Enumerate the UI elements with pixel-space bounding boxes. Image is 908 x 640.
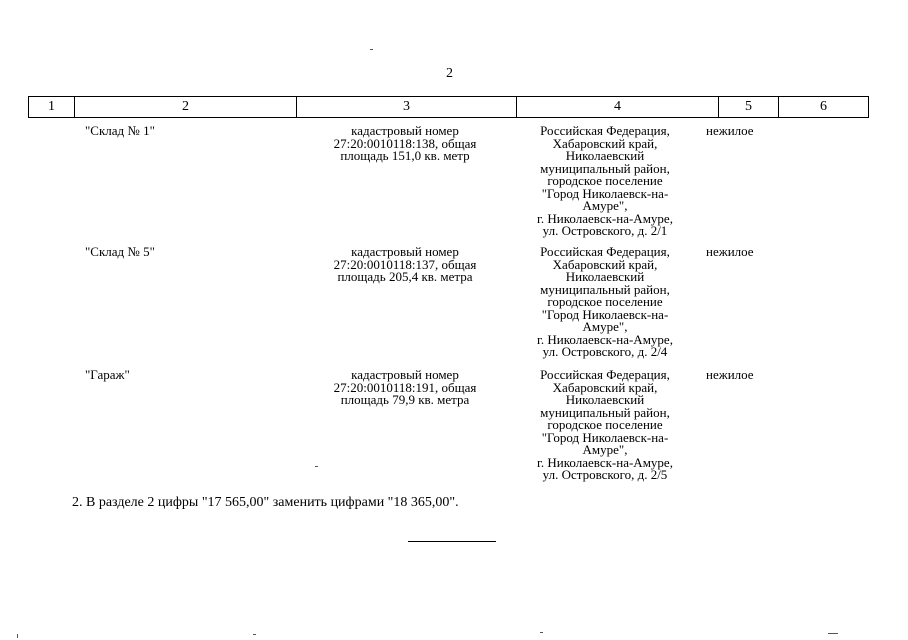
scan-speck [828,633,838,634]
object-description: кадастровый номер 27:20:0010118:138, общая площадь 151,0 кв. метр [333,123,477,163]
object-type: нежилое [706,244,754,259]
object-name: "Склад № 5" [85,244,155,259]
object-address: Российская Федерация, Хабаровский край, Николаевский муниципальный район, городское поселение "Город Николаевск-на- Амуре", г. Николаевск-на-Амуре, ул. Островского, д. 2/5 [537,367,673,482]
object-description: кадастровый номер 27:20:0010118:191, общая площадь 79,9 кв. метра [333,367,477,407]
column-header-6: 6 [779,97,869,118]
scan-speck [540,632,543,633]
object-name: "Склад № 1" [85,123,155,138]
object-address: Российская Федерация, Хабаровский край, Николаевский муниципальный район, городское поселение "Город Николаевск-на- Амуре", г. Николаевск-на-Амуре, ул. Островского, д. 2/4 [537,244,673,359]
scan-speck [370,49,373,50]
amendment-text: 2. В разделе 2 цифры "17 565,00" заменить цифрами "18 365,00". [72,495,459,510]
object-description: кадастровый номер 27:20:0010118:137, общая площадь 205,4 кв. метра [333,244,477,284]
scan-speck [17,634,18,638]
column-header-4: 4 [517,97,719,118]
column-header-1: 1 [29,97,75,118]
table-header [28,96,869,118]
object-type: нежилое [706,367,754,382]
closing-rule [408,541,496,542]
scan-speck [315,466,318,467]
column-header-2: 2 [75,97,297,118]
column-header-3: 3 [297,97,517,118]
page-number: 2 [446,66,453,81]
column-header-5: 5 [719,97,779,118]
object-type: нежилое [706,123,754,138]
object-address: Российская Федерация, Хабаровский край, Николаевский муниципальный район, городское поселение "Город Николаевск-на- Амуре", г. Николаевск-на-Амуре, ул. Островского, д. 2/1 [537,123,673,238]
scan-speck [253,634,256,635]
object-name: "Гараж" [85,367,130,382]
